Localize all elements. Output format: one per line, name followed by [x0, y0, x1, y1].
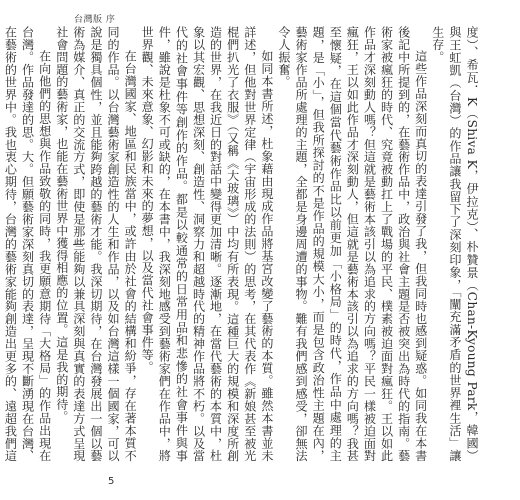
paragraph-5: 在向他們的思想與作品致敬的同時，我更願意期待「大格局」的作品出現在台灣。作品發達的思。大。但願藝術家深刻真切的表達，呈現不斷湧現在台灣、在藝術的世界中。我也衷心期待，台灣的藝術家能夠創造出更多的、遠超我們這 — [3, 26, 52, 462]
paragraph-3: 如同本書所述，杜象藉由現成作品將基宮改變了藝術的本質。雖然本書並未詳述，但他對世界定律（宇宙形成的法則）的思考，在其代表作《新娘甚至被光棍們扒光了衣服》（又稱《大玻璃》）中均有所表現。這種巨大的規模和深度所創造的世界，在我近日的對話中變得更加清晰。逐漸地，在當代藝術的本質中，杜象以其宏觀、思想深刻、創造性、洞察力和超越時代的精神作品將不朽。以及當代的社會事件等創作的作品。都是以較通常的日常用品和悲慘的社會事件與事件，雖說是杜象不可或缺的，在本書中，我深刻地感受到藝術家們在作品中，將世界觀、未來意象、幻影和未來的夢想，以及當代社會事件等。 — [140, 26, 274, 462]
page-number: 5 — [108, 476, 115, 487]
paragraph-1: 度）、希瓦．K（Shiva K，伊拉克）、朴贊景（Chan-Kyoung Park，韓國）與王虹凱（台灣）的作品讓我留下了深刻印象，「闡充滿矛盾的世界裡生活」讓生存。 — [430, 26, 479, 462]
paragraph-4: 在台灣國家、地區和民族當中，或許由於社會的結構和紛爭，存在著本質不同的作品。以台灣藝術家創造性的人生和作品，以及如台灣這樣一個國家，可以說是獨具個性，並且能夠跨越的藝術才能。我深切期待，在台灣發展出一個以藝術為媒介、真正的交流方式，即使是那些能夠以兼具深刻與真實的表達方式呈現社會問題的藝術家，也能在藝術世界中獲得相應的位置。這是我的期待。 — [54, 26, 138, 462]
paragraph-2: 這些作品深刻而真切的表達引發了我，但我同時也感到疑惑。如同我在本書後記中所提到的，在藝術作品中，政治與社會主題是否被突出為時代的指南。藝術家被瘋狂的時代、究竟被動扛上了戰場的平民、樸素被迫面對瘋狂。王以如此作品才深刻動人嗎？但這就是藝術本該引以為追求的方向嗎？平民一樣被迫面對瘋狂，王以如此作品才深刻動人，但這就是藝術本該引以為追求的方向嗎？我甚至懷疑，在這個當代藝術作品比以前更加「小格局」的時代，作品中處理的主題，是「小」，但我所探討的不是作品的規模大小，而是包含政治性主題在內，藝術家作品所處理的主題，全都是身邊周遭的事物。難有我們感到感受，卻無法令人振奮。 — [276, 26, 428, 462]
running-head: 台灣版 序 — [74, 15, 116, 25]
vertical-body-text — [3, 26, 480, 462]
